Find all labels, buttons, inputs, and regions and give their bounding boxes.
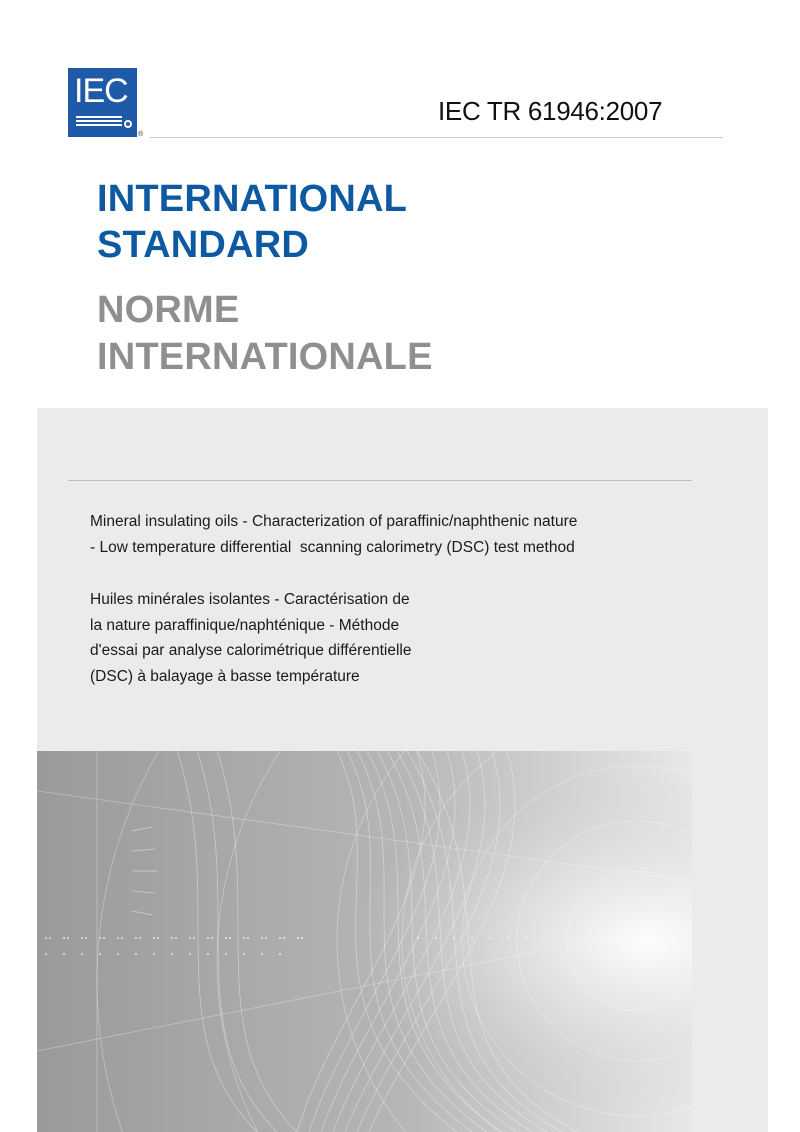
abstract-curves-graphic (37, 751, 692, 1132)
title-fr-line2: INTERNATIONALE (97, 336, 433, 378)
panel-divider (68, 480, 692, 481)
description-english (90, 509, 690, 560)
title-fr-line1: NORME (97, 289, 240, 331)
desc-fr-line2: la nature paraffinique/naphténique - Méthode (90, 616, 400, 634)
header-divider (150, 137, 723, 138)
description-french (90, 587, 490, 689)
title-english (97, 176, 407, 268)
title-en-line1: INTERNATIONAL (97, 178, 408, 220)
iec-logo (68, 68, 137, 137)
logo-dot (124, 120, 132, 128)
cover-artwork (37, 751, 692, 1132)
desc-fr-line4: (DSC) à balayage à basse température (90, 667, 360, 685)
desc-en-line1: Mineral insulating oils - Characterization of paraffinic/naphthenic nature (90, 513, 578, 530)
desc-fr-line1: Huiles minérales isolantes - Caractérisation de (90, 591, 410, 608)
title-en-line2: STANDARD (97, 224, 309, 266)
desc-en-line2: - Low temperature differential scanning calorimetry (DSC) test method (90, 538, 575, 556)
logo-text: IEC (74, 72, 128, 110)
document-number: IEC TR 61946:2007 (438, 96, 663, 126)
desc-fr-line3: d'essai par analyse calorimétrique différentielle (90, 642, 412, 659)
logo-stripes (76, 116, 122, 126)
title-french (97, 287, 433, 381)
registered-mark: ® (138, 131, 144, 138)
